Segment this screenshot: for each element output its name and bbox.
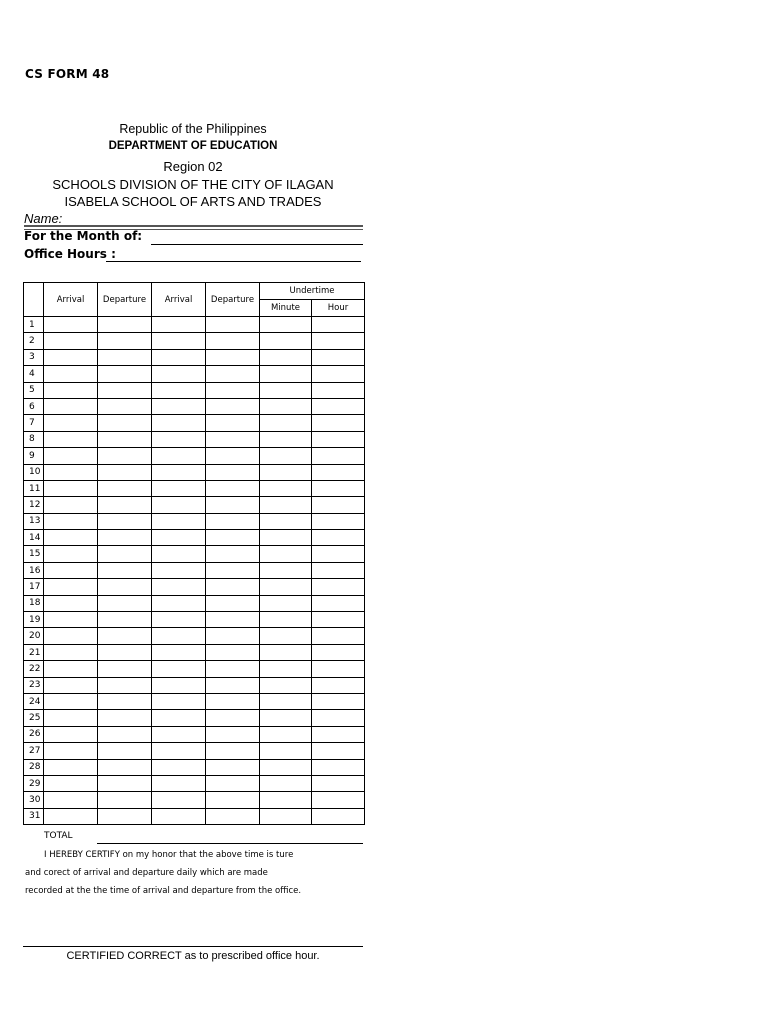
time-cell: [98, 661, 152, 677]
time-cell: [260, 431, 312, 447]
time-cell: [152, 792, 206, 808]
time-cell: [312, 595, 365, 611]
table-row: [24, 677, 365, 693]
undertime-hour-header: Hour: [312, 300, 365, 317]
time-cell: [98, 759, 152, 775]
time-cell: [44, 743, 98, 759]
time-cell: [206, 628, 260, 644]
time-cell: [312, 349, 365, 365]
time-cell: [206, 530, 260, 546]
day-number: 10: [24, 464, 44, 480]
time-cell: [98, 579, 152, 595]
time-cell: [312, 743, 365, 759]
time-cell: [44, 710, 98, 726]
day-number: 14: [24, 530, 44, 546]
header-department: DEPARTMENT OF EDUCATION: [108, 140, 278, 152]
time-cell: [260, 530, 312, 546]
time-cell: [152, 775, 206, 791]
table-row: [24, 726, 365, 742]
day-number: 7: [24, 415, 44, 431]
time-cell: [206, 431, 260, 447]
time-cell: [98, 366, 152, 382]
time-cell: [260, 595, 312, 611]
day-number: 5: [24, 382, 44, 398]
time-cell: [44, 661, 98, 677]
time-cell: [98, 693, 152, 709]
time-cell: [312, 448, 365, 464]
time-cell: [44, 333, 98, 349]
day-number: 26: [24, 726, 44, 742]
day-number: 16: [24, 562, 44, 578]
time-cell: [206, 693, 260, 709]
table-row: [24, 628, 365, 644]
certification-line-1: I HEREBY CERTIFY on my honor that the above time is ture: [44, 850, 294, 860]
time-cell: [260, 546, 312, 562]
time-cell: [152, 398, 206, 414]
signature-line: [23, 946, 363, 947]
time-cell: [312, 530, 365, 546]
time-cell: [44, 415, 98, 431]
time-cell: [152, 497, 206, 513]
table-row: [24, 743, 365, 759]
time-cell: [312, 759, 365, 775]
time-cell: [312, 333, 365, 349]
table-row: [24, 808, 365, 824]
day-number: 17: [24, 579, 44, 595]
time-cell: [260, 415, 312, 431]
time-cell: [312, 628, 365, 644]
time-cell: [206, 808, 260, 824]
day-number: 21: [24, 644, 44, 660]
time-cell: [44, 579, 98, 595]
time-cell: [44, 726, 98, 742]
table-row: [24, 349, 365, 365]
time-cell: [98, 710, 152, 726]
time-cell: [44, 546, 98, 562]
time-cell: [260, 562, 312, 578]
time-cell: [44, 317, 98, 333]
time-cell: [312, 317, 365, 333]
day-number: 19: [24, 612, 44, 628]
day-number: 1: [24, 317, 44, 333]
time-cell: [152, 710, 206, 726]
time-cell: [312, 808, 365, 824]
day-number: 3: [24, 349, 44, 365]
header-division: SCHOOLS DIVISION OF THE CITY OF ILAGAN: [52, 177, 334, 192]
table-row: [24, 644, 365, 660]
time-cell: [152, 595, 206, 611]
time-cell: [206, 333, 260, 349]
time-cell: [312, 398, 365, 414]
table-row: [24, 595, 365, 611]
time-cell: [312, 644, 365, 660]
time-cell: [206, 743, 260, 759]
time-cell: [152, 693, 206, 709]
time-cell: [98, 792, 152, 808]
office-hours-field-line: [106, 261, 361, 262]
header-school: ISABELA SCHOOL OF ARTS AND TRADES: [64, 194, 322, 209]
day-number: 9: [24, 448, 44, 464]
table-row: [24, 464, 365, 480]
day-number: 15: [24, 546, 44, 562]
time-cell: [152, 644, 206, 660]
time-cell: [260, 398, 312, 414]
am-arrival-header: Arrival: [44, 283, 98, 317]
time-cell: [44, 628, 98, 644]
time-cell: [44, 693, 98, 709]
time-cell: [152, 382, 206, 398]
time-cell: [260, 612, 312, 628]
time-cell: [44, 349, 98, 365]
header-republic: Republic of the Philippines: [119, 122, 267, 136]
pm-arrival-header: Arrival: [152, 283, 206, 317]
time-cell: [206, 398, 260, 414]
am-departure-header: Departure: [98, 283, 152, 317]
time-cell: [98, 546, 152, 562]
certification-line-2: and corect of arrival and departure daily which are made: [25, 868, 268, 878]
time-cell: [260, 366, 312, 382]
time-cell: [98, 431, 152, 447]
time-cell: [98, 628, 152, 644]
day-number: 4: [24, 366, 44, 382]
table-row: [24, 792, 365, 808]
day-number: 13: [24, 513, 44, 529]
time-cell: [152, 628, 206, 644]
table-row: [24, 579, 365, 595]
time-cell: [312, 431, 365, 447]
table-row: [24, 661, 365, 677]
time-cell: [312, 497, 365, 513]
time-cell: [206, 349, 260, 365]
time-cell: [44, 448, 98, 464]
time-cell: [206, 382, 260, 398]
time-cell: [260, 710, 312, 726]
time-cell: [98, 382, 152, 398]
time-cell: [98, 743, 152, 759]
day-number: 20: [24, 628, 44, 644]
time-cell: [44, 612, 98, 628]
time-cell: [98, 398, 152, 414]
time-cell: [312, 480, 365, 496]
time-cell: [44, 497, 98, 513]
time-cell: [44, 562, 98, 578]
time-cell: [206, 726, 260, 742]
time-cell: [206, 317, 260, 333]
time-cell: [260, 497, 312, 513]
day-number: 28: [24, 759, 44, 775]
time-cell: [260, 317, 312, 333]
total-label: TOTAL: [44, 831, 73, 841]
time-cell: [152, 562, 206, 578]
time-cell: [98, 775, 152, 791]
time-cell: [152, 579, 206, 595]
time-cell: [98, 497, 152, 513]
pm-departure-header: Departure: [206, 283, 260, 317]
time-cell: [152, 366, 206, 382]
day-number: 12: [24, 497, 44, 513]
time-cell: [44, 759, 98, 775]
day-number: 23: [24, 677, 44, 693]
time-cell: [312, 562, 365, 578]
day-number: 27: [24, 743, 44, 759]
time-cell: [206, 677, 260, 693]
table-row: [24, 317, 365, 333]
total-line: [97, 843, 363, 844]
time-cell: [152, 546, 206, 562]
time-cell: [152, 464, 206, 480]
time-cell: [152, 530, 206, 546]
time-cell: [44, 366, 98, 382]
table-row: [24, 513, 365, 529]
day-number: 8: [24, 431, 44, 447]
table-row: [24, 398, 365, 414]
time-cell: [312, 726, 365, 742]
time-cell: [260, 480, 312, 496]
time-cell: [98, 480, 152, 496]
time-cell: [312, 792, 365, 808]
table-row: [24, 497, 365, 513]
header-region: Region 02: [163, 159, 223, 174]
table-row: [24, 448, 365, 464]
time-cell: [152, 448, 206, 464]
time-cell: [312, 366, 365, 382]
time-cell: [44, 382, 98, 398]
time-cell: [206, 644, 260, 660]
table-row: [24, 480, 365, 496]
table-row: [24, 612, 365, 628]
time-cell: [206, 366, 260, 382]
time-cell: [206, 464, 260, 480]
time-cell: [152, 513, 206, 529]
table-row: [24, 333, 365, 349]
table-row: [24, 693, 365, 709]
time-cell: [206, 562, 260, 578]
table-row: [24, 431, 365, 447]
time-cell: [152, 480, 206, 496]
time-cell: [206, 595, 260, 611]
time-cell: [44, 775, 98, 791]
time-cell: [260, 464, 312, 480]
table-row: [24, 562, 365, 578]
time-cell: [312, 579, 365, 595]
time-cell: [152, 743, 206, 759]
time-cell: [260, 661, 312, 677]
time-cell: [44, 431, 98, 447]
time-cell: [152, 726, 206, 742]
undertime-header: Undertime: [260, 283, 365, 300]
time-cell: [312, 513, 365, 529]
time-cell: [44, 644, 98, 660]
time-cell: [98, 317, 152, 333]
time-cell: [152, 431, 206, 447]
table-row: [24, 530, 365, 546]
time-cell: [44, 480, 98, 496]
time-cell: [260, 693, 312, 709]
time-cell: [260, 579, 312, 595]
time-cell: [260, 677, 312, 693]
time-record-table: [23, 282, 365, 825]
time-cell: [260, 808, 312, 824]
time-cell: [44, 595, 98, 611]
certification-line-3: recorded at the the time of arrival and departure from the office.: [25, 886, 302, 896]
day-number: 18: [24, 595, 44, 611]
table-row: [24, 759, 365, 775]
time-cell: [206, 579, 260, 595]
time-cell: [206, 480, 260, 496]
time-cell: [206, 612, 260, 628]
time-cell: [152, 333, 206, 349]
time-cell: [312, 382, 365, 398]
form-number: CS FORM 48: [25, 67, 110, 81]
day-number: 29: [24, 775, 44, 791]
day-number: 11: [24, 480, 44, 496]
time-cell: [98, 513, 152, 529]
time-cell: [98, 333, 152, 349]
time-cell: [312, 415, 365, 431]
time-cell: [260, 513, 312, 529]
table-row: [24, 382, 365, 398]
time-cell: [98, 677, 152, 693]
time-cell: [152, 677, 206, 693]
day-number: 2: [24, 333, 44, 349]
time-cell: [260, 382, 312, 398]
time-cell: [98, 595, 152, 611]
time-cell: [152, 415, 206, 431]
time-cell: [260, 628, 312, 644]
time-cell: [98, 612, 152, 628]
time-cell: [206, 546, 260, 562]
time-cell: [260, 775, 312, 791]
time-cell: [312, 612, 365, 628]
time-cell: [312, 661, 365, 677]
time-cell: [312, 710, 365, 726]
time-cell: [260, 743, 312, 759]
time-cell: [312, 775, 365, 791]
time-cell: [260, 792, 312, 808]
table-row: [24, 546, 365, 562]
day-number: 25: [24, 710, 44, 726]
time-cell: [44, 513, 98, 529]
time-cell: [44, 530, 98, 546]
time-cell: [98, 415, 152, 431]
time-cell: [44, 464, 98, 480]
day-number: 31: [24, 808, 44, 824]
time-cell: [206, 775, 260, 791]
time-cell: [206, 513, 260, 529]
time-cell: [312, 546, 365, 562]
day-column-header: [24, 283, 44, 317]
time-cell: [44, 398, 98, 414]
table-row: [24, 366, 365, 382]
undertime-minute-header: Minute: [260, 300, 312, 317]
time-cell: [98, 349, 152, 365]
time-cell: [312, 464, 365, 480]
table-row: [24, 710, 365, 726]
time-cell: [260, 726, 312, 742]
time-cell: [152, 349, 206, 365]
time-cell: [44, 677, 98, 693]
office-hours-label: Office Hours :: [24, 247, 116, 261]
time-cell: [44, 792, 98, 808]
time-cell: [98, 644, 152, 660]
time-cell: [206, 759, 260, 775]
day-number: 6: [24, 398, 44, 414]
time-cell: [98, 562, 152, 578]
time-cell: [312, 693, 365, 709]
time-cell: [98, 464, 152, 480]
month-label: For the Month of:: [24, 229, 143, 243]
time-cell: [260, 333, 312, 349]
name-label: Name:: [24, 211, 63, 226]
day-number: 24: [24, 693, 44, 709]
time-cell: [206, 448, 260, 464]
time-cell: [206, 661, 260, 677]
time-cell: [312, 677, 365, 693]
time-cell: [98, 726, 152, 742]
time-cell: [260, 759, 312, 775]
day-number: 22: [24, 661, 44, 677]
time-cell: [206, 497, 260, 513]
table-row: [24, 775, 365, 791]
time-cell: [206, 415, 260, 431]
time-cell: [206, 792, 260, 808]
time-cell: [206, 710, 260, 726]
time-cell: [98, 808, 152, 824]
time-cell: [152, 612, 206, 628]
time-cell: [152, 661, 206, 677]
time-cell: [98, 448, 152, 464]
time-cell: [152, 759, 206, 775]
time-cell: [152, 808, 206, 824]
time-cell: [98, 530, 152, 546]
table-row: [24, 415, 365, 431]
time-cell: [44, 808, 98, 824]
time-cell: [260, 644, 312, 660]
month-field-line: [151, 244, 363, 245]
time-cell: [260, 448, 312, 464]
day-number: 30: [24, 792, 44, 808]
time-cell: [152, 317, 206, 333]
certified-correct-text: CERTIFIED CORRECT as to prescribed office hour.: [66, 950, 320, 962]
time-cell: [260, 349, 312, 365]
